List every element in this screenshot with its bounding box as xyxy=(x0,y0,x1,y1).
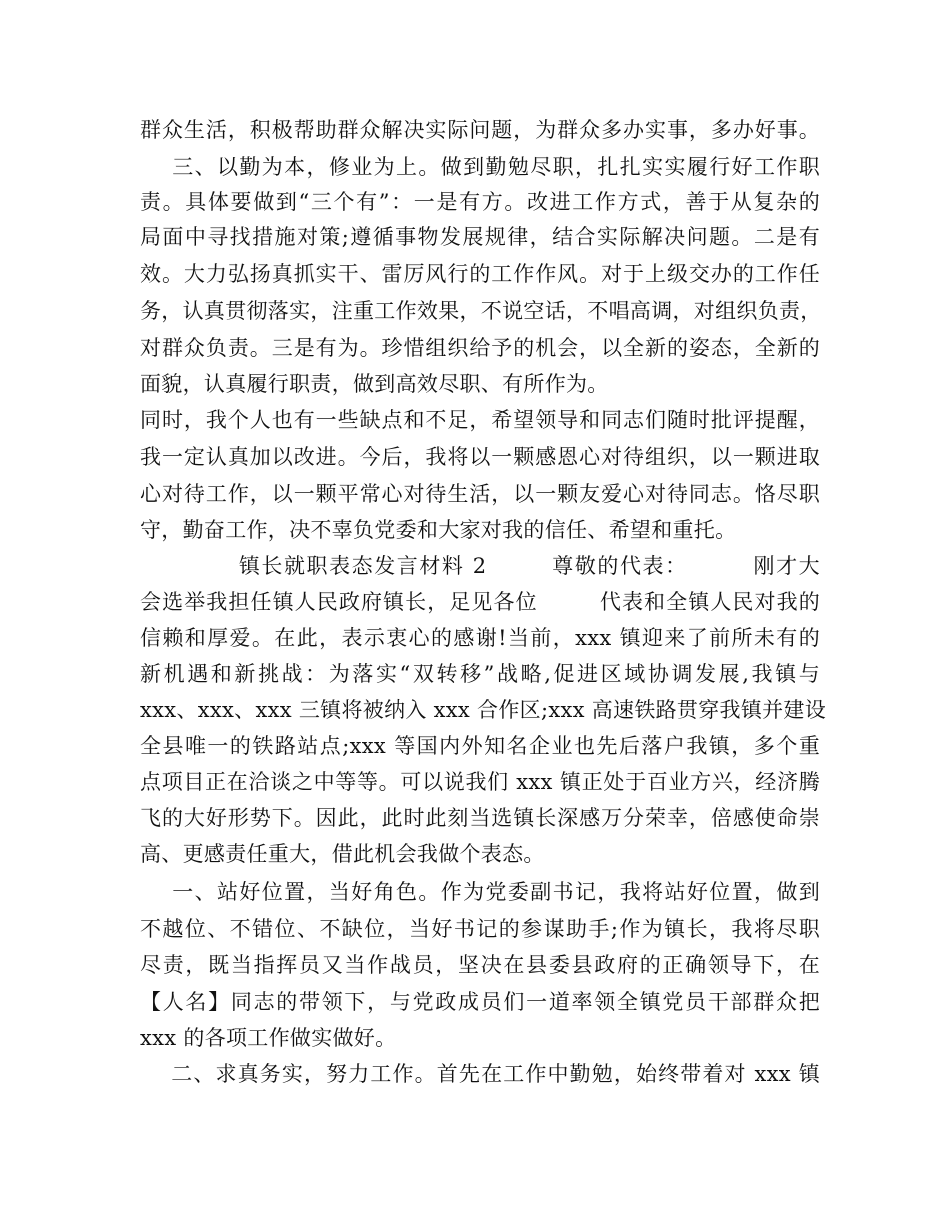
text-line: 一、站好位置，当好角色。作为党委副书记，我将站好位置，做到 xyxy=(140,880,820,904)
text-line: 镇长就职表态发言材料 2 尊敬的代表： 刚才大 xyxy=(140,554,820,578)
text-line: 心对待工作，以一颗平常心对待生活，以一颗友爱心对待同志。恪尽职 xyxy=(140,482,820,506)
text-line: xxx 的各项工作做实做好。 xyxy=(140,1026,397,1050)
text-line: 群众生活，积极帮助群众解决实际问题，为群众多办实事，多办好事。 xyxy=(140,118,820,142)
text-line: 飞的大好形势下。因此，此时此刻当选镇长深感万分荣幸，倍感使命崇 xyxy=(140,806,820,830)
text-line: 不越位、不错位、不缺位，当好书记的参谋助手;作为镇长，我将尽职 xyxy=(140,917,820,941)
text-line: 【人名】同志的带领下，与党政成员们一道率领全镇党员干部群众把 xyxy=(140,990,820,1014)
text-line: 同时，我个人也有一些缺点和不足，希望领导和同志们随时批评提醒， xyxy=(140,408,820,432)
text-line: 点项目正在洽谈之中等等。可以说我们 xxx 镇正处于百业方兴，经济腾 xyxy=(140,770,820,794)
text-line: 尽责，既当指挥员又当作战员，坚决在县委县政府的正确领导下，在 xyxy=(140,953,820,977)
text-line: 新机遇和新挑战：为落实“双转移”战略,促进区域协调发展,我镇与 xyxy=(140,662,820,686)
text-line: 局面中寻找措施对策;遵循事物发展规律，结合实际解决问题。二是有 xyxy=(140,225,820,249)
text-line: 会选举我担任镇人民政府镇长，足见各位 代表和全镇人民对我的 xyxy=(140,590,820,614)
text-line: 对群众负责。三是有为。珍惜组织给予的机会，以全新的姿态，全新的 xyxy=(140,336,820,360)
text-line: xxx、xxx、xxx 三镇将被纳入 xxx 合作区;xxx 高速铁路贯穿我镇并建设 xyxy=(140,698,827,722)
text-line: 面貌，认真履行职责，做到高效尽职、有所作为。 xyxy=(140,372,609,396)
text-line: 守，勤奋工作，决不辜负党委和大家对我的信任、希望和重托。 xyxy=(140,518,737,542)
text-line: 责。具体要做到“三个有”：一是有方。改进工作方式，善于从复杂的 xyxy=(140,190,820,214)
text-line: 务，认真贯彻落实，注重工作效果，不说空话，不唱高调，对组织负责， xyxy=(140,299,822,323)
text-line: 三、以勤为本，修业为上。做到勤勉尽职，扎扎实实履行好工作职 xyxy=(140,155,820,179)
text-line: 二、求真务实，努力工作。首先在工作中勤勉，始终带着对 xxx 镇 xyxy=(140,1062,820,1086)
text-line: 信赖和厚爱。在此，表示衷心的感谢!当前，xxx 镇迎来了前所未有的 xyxy=(140,626,820,650)
text-line: 全县唯一的铁路站点;xxx 等国内外知名企业也先后落户我镇，多个重 xyxy=(140,734,820,758)
text-line: 我一定认真加以改进。今后，我将以一颗感恩心对待组织，以一颗进取 xyxy=(140,445,820,469)
text-line: 高、更感责任重大，借此机会我做个表态。 xyxy=(140,842,545,866)
text-line: 效。大力弘扬真抓实干、雷厉风行的工作作风。对于上级交办的工作任 xyxy=(140,262,820,286)
